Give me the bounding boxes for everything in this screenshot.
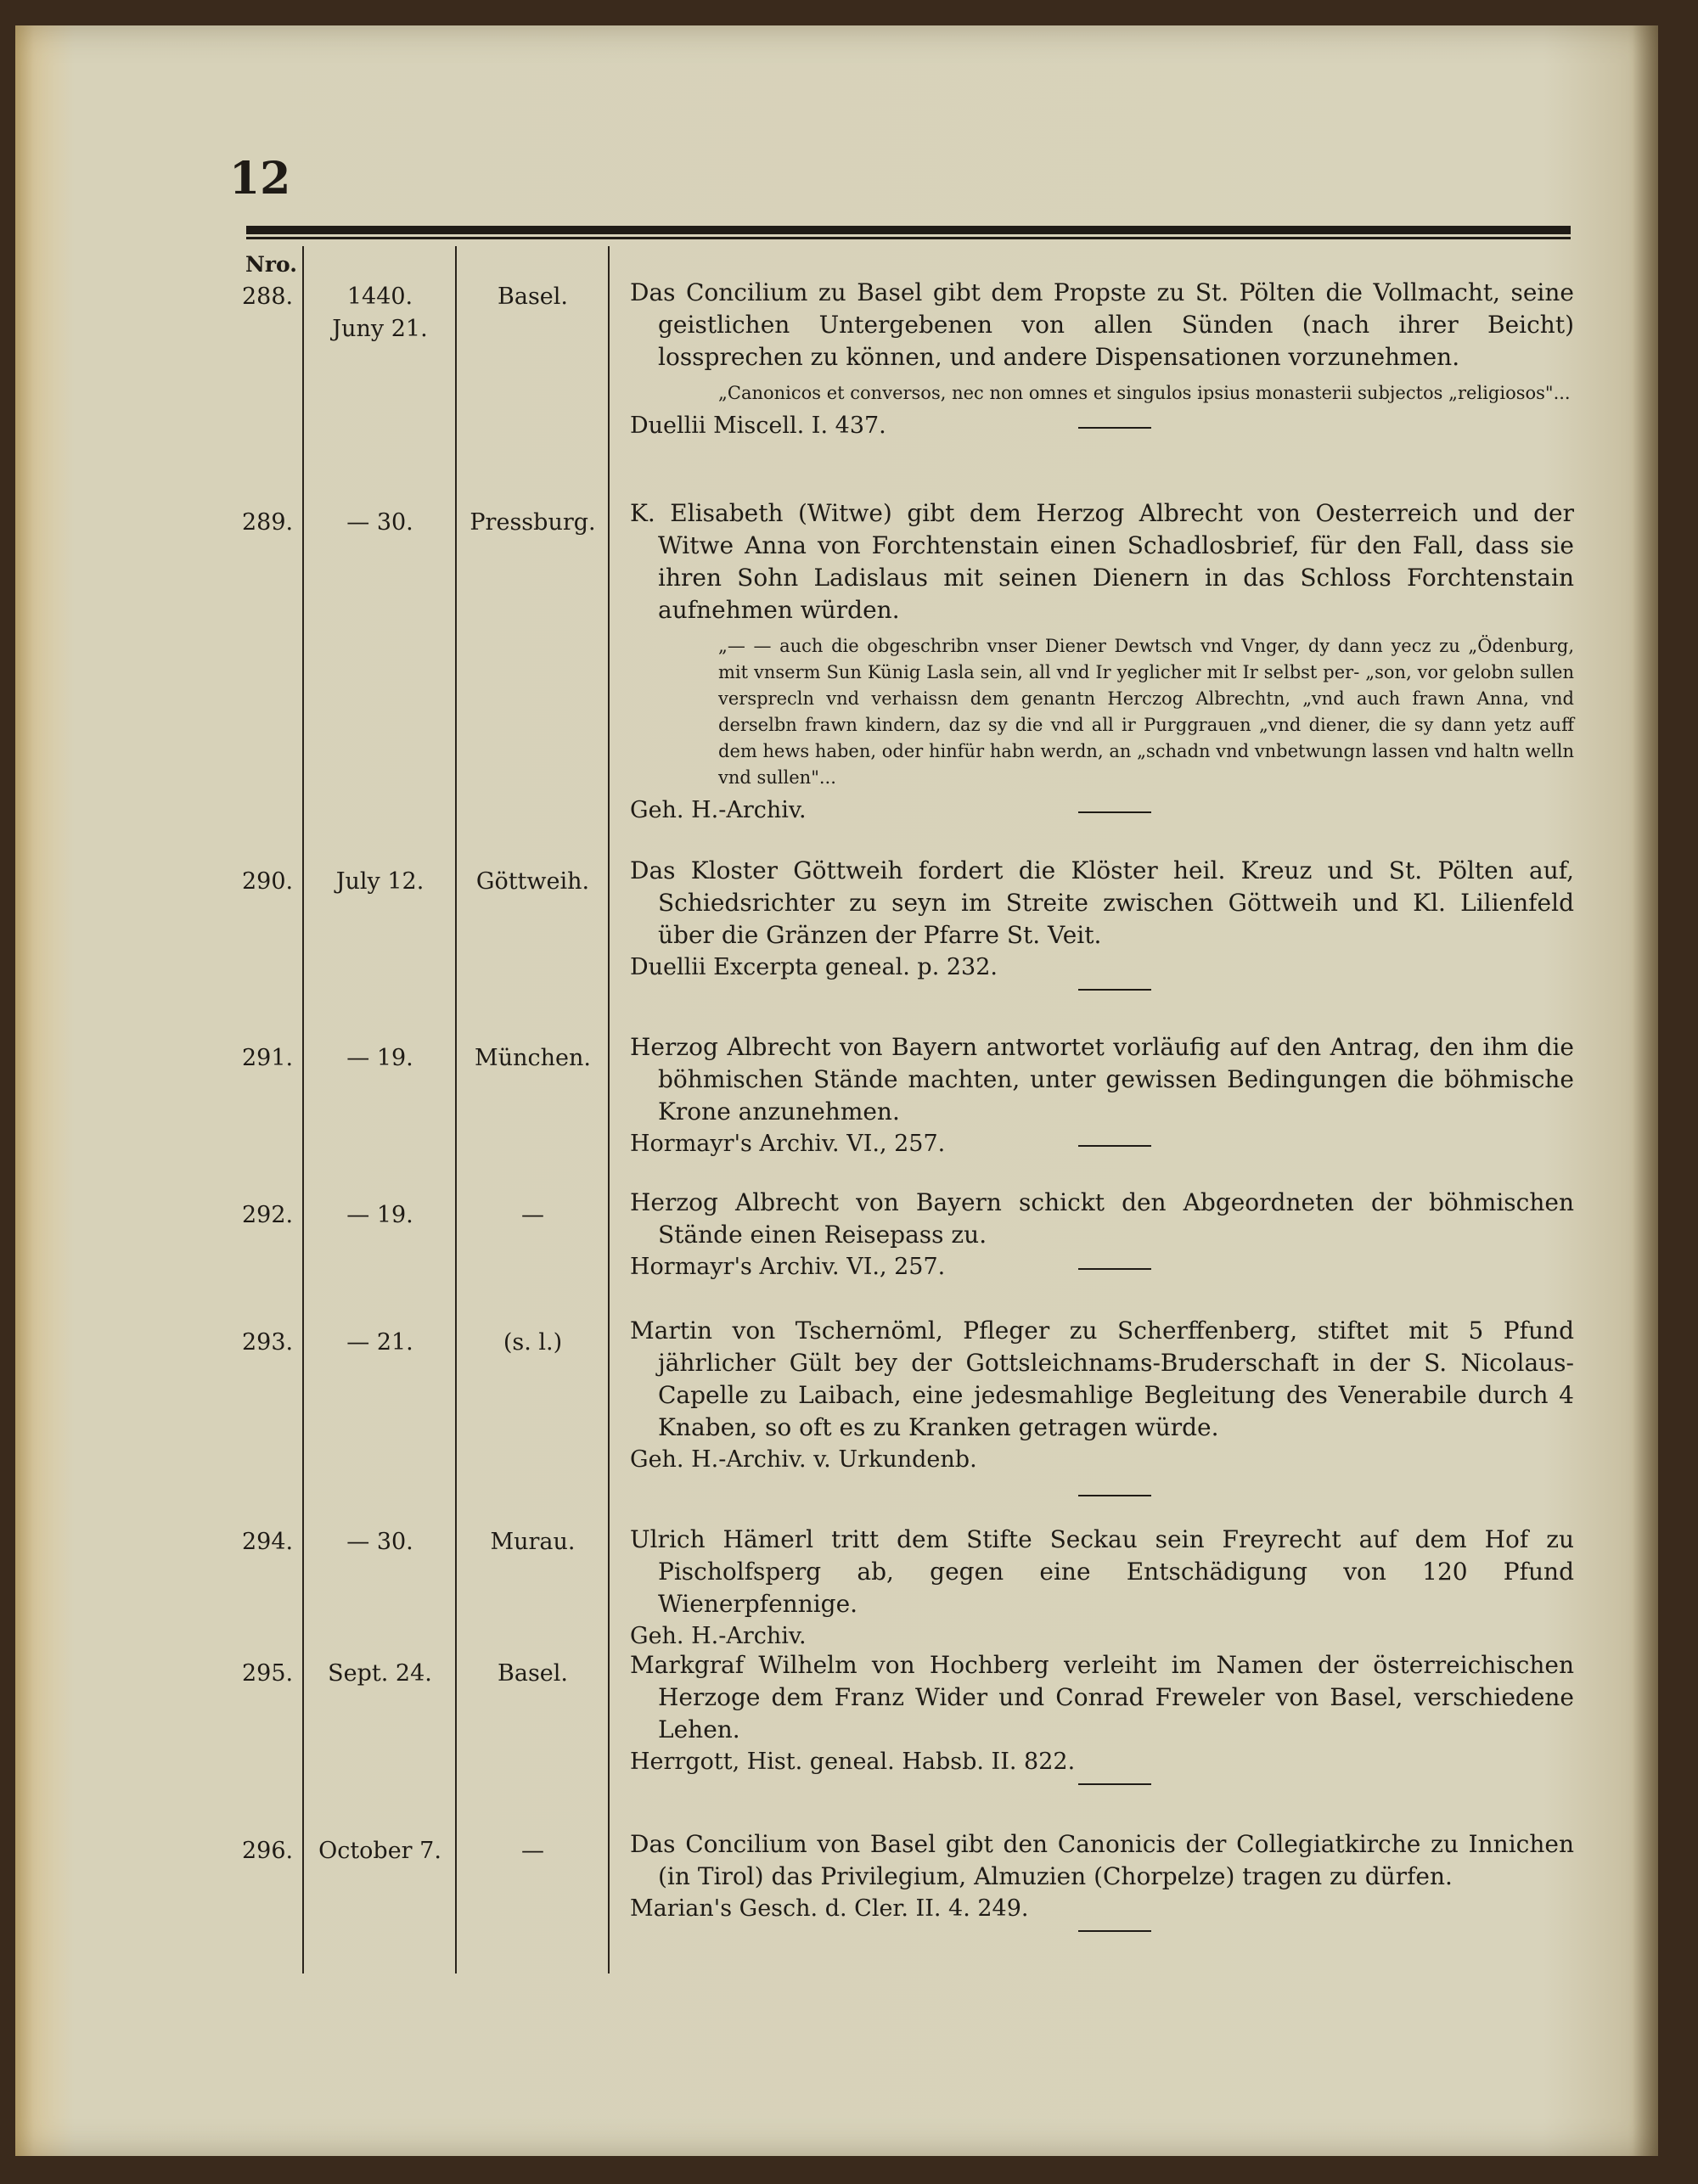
entry-number: 289. xyxy=(242,509,294,536)
entry-source xyxy=(630,794,1574,827)
column-header-nro: Nro. xyxy=(245,252,297,277)
entry-source xyxy=(630,1251,1574,1283)
entry-number: 293. xyxy=(242,1329,294,1356)
entry-text: Das Concilium zu Basel gibt dem Propste zu St. Pölten die Vollmacht, seine geistlichen Untergebenen von allen Sünden (nach ihrer Beicht) lossprechen zu können, und andere Dispensationen vorzunehmen. xyxy=(630,278,1574,371)
entry-date: October 7. xyxy=(318,1838,441,1864)
entry-text: Ulrich Hämerl tritt dem Stifte Seckau sein Freyrecht auf dem Hof zu Pischolfsperg ab, gegen eine Entschädigung von 120 Pfund Wienerpfennige. xyxy=(630,1525,1574,1618)
entry-quote: „— — auch die obgeschribn vnser Diener Dewtsch vnd Vnger, dy dann yecz zu „Ödenburg, mit vnserm Sun Künig Lasla sein, all vnd Ir yeglicher mit Ir selbst per- „son, vor gelobn sullen versprecln vnd verhaissn dem genantn Herczog Albrechtn, „vnd auch frawn Anna, vnd derselbn frawn kindern, daz sy die vnd all ir Purggrauen „vnd diener, die sy dann yetz auff dem hews haben, oder hinfür habn werdn, an „schadn vnd vnbetwungn lassen vnd haltn welln vnd sullen"... xyxy=(718,636,1574,788)
entry-separator xyxy=(1078,427,1151,429)
entry-text: Herzog Albrecht von Bayern antwortet vorläufig auf den Antrag, den ihm die böhmischen Stände machten, unter gewissen Bedingungen die böhmische Krone anzunehmen. xyxy=(630,1033,1574,1126)
entry-number: 290. xyxy=(242,868,294,895)
entry-separator xyxy=(1078,1495,1151,1496)
column-divider xyxy=(302,246,304,1973)
entry-date-year: 1440. xyxy=(346,284,413,310)
entry-date: — 21. xyxy=(346,1329,413,1356)
entry-295 xyxy=(630,1649,1574,1778)
entry-place: Basel. xyxy=(498,284,568,310)
entry-source-text: Duellii Miscell. I. 437. xyxy=(630,413,886,439)
entry-separator xyxy=(1078,1268,1151,1270)
entry-text: Das Concilium von Basel gibt den Canonicis der Collegiatkirche zu Innichen (in Tirol) das Privilegium, Almuzien (Chorpelze) tragen zu dürfen. xyxy=(630,1830,1574,1890)
page-edge-shadow xyxy=(1633,25,1658,2156)
entry-text: Martin von Tschernöml, Pfleger zu Scherffenberg, stiftet mit 5 Pfund jährlicher Gült bey der Gottsleichnams-Bruderschaft in der S. Nicolaus-Capelle zu Laibach, eine jedesmahlige Begleitung des Venerabile durch 4 Knaben, so oft es zu Kranken getragen würde. xyxy=(630,1317,1574,1441)
column-divider xyxy=(608,246,610,1973)
entry-source-text: Marian's Gesch. d. Cler. II. 4. 249. xyxy=(630,1895,1029,1922)
entry-source-text: Hormayr's Archiv. VI., 257. xyxy=(630,1131,946,1157)
entry-292 xyxy=(630,1187,1574,1283)
entry-source xyxy=(630,410,1574,442)
entry-date: Juny 21. xyxy=(332,316,428,342)
entry-separator xyxy=(1078,811,1151,813)
entry-source xyxy=(630,1893,1574,1925)
entry-place: — xyxy=(521,1202,544,1228)
entry-number: 291. xyxy=(242,1045,294,1071)
entry-source xyxy=(630,1620,1574,1653)
entry-source xyxy=(630,1444,1574,1476)
entry-date: Sept. 24. xyxy=(328,1660,432,1687)
entry-place: — xyxy=(521,1838,544,1864)
entry-source xyxy=(630,952,1574,984)
entry-text: Markgraf Wilhelm von Hochberg verleiht im Namen der österreichischen Herzoge dem Franz Wider und Conrad Freweler von Basel, verschiedene Lehen. xyxy=(630,1651,1574,1743)
entry-291 xyxy=(630,1031,1574,1160)
entry-date: — 30. xyxy=(346,509,413,536)
entry-number: 288. xyxy=(242,284,294,310)
entry-separator xyxy=(1078,1145,1151,1147)
entry-source-text: Geh. H.-Archiv. v. Urkundenb. xyxy=(630,1446,977,1473)
entry-place: Göttweih. xyxy=(475,868,590,895)
entry-number: 295. xyxy=(242,1660,294,1687)
entry-source-text: Geh. H.-Archiv. xyxy=(630,797,807,823)
entry-source xyxy=(630,1128,1574,1160)
entry-number: 292. xyxy=(242,1202,294,1228)
entry-date: — 19. xyxy=(346,1202,413,1228)
entry-296 xyxy=(630,1828,1574,1925)
page-number: 12 xyxy=(229,153,291,205)
entry-separator xyxy=(1078,1783,1151,1785)
column-divider xyxy=(455,246,457,1973)
entry-source-text: Herrgott, Hist. geneal. Habsb. II. 822. xyxy=(630,1749,1076,1775)
entry-289 xyxy=(630,497,1574,827)
entry-quote: „Canonicos et conversos, nec non omnes et singulos ipsius monasterii subjectos „religiosos"... xyxy=(718,383,1571,403)
entry-text: Das Kloster Göttweih fordert die Klöster heil. Kreuz und St. Pölten auf, Schiedsrichter zu seyn im Streite zwischen Göttweih und Kl. Lilienfeld über die Gränzen der Pfarre St. Veit. xyxy=(630,856,1574,949)
entry-source-text: Hormayr's Archiv. VI., 257. xyxy=(630,1254,946,1280)
entry-place: München. xyxy=(475,1045,591,1071)
entry-place: Pressburg. xyxy=(469,509,596,536)
entry-288 xyxy=(630,277,1574,442)
entry-294 xyxy=(630,1524,1574,1653)
entry-separator xyxy=(1078,989,1151,991)
entry-source-text: Duellii Excerpta geneal. p. 232. xyxy=(630,954,998,980)
entry-place: Basel. xyxy=(498,1660,568,1687)
entry-separator xyxy=(1078,1930,1151,1932)
entry-293 xyxy=(630,1315,1574,1476)
entry-place: (s. l.) xyxy=(503,1329,563,1356)
entry-place: Murau. xyxy=(490,1529,576,1555)
entry-number: 296. xyxy=(242,1838,294,1864)
entry-date: — 19. xyxy=(346,1045,413,1071)
entry-290 xyxy=(630,855,1574,984)
header-rule-thin xyxy=(246,237,1571,239)
entry-number: 294. xyxy=(242,1529,294,1555)
entry-source xyxy=(630,1746,1574,1778)
entry-date: July 12. xyxy=(335,868,424,895)
entry-text: Herzog Albrecht von Bayern schickt den Abgeordneten der böhmischen Stände einen Reisepass zu. xyxy=(630,1188,1574,1249)
header-rule-thick xyxy=(246,226,1571,234)
entry-source-text: Geh. H.-Archiv. xyxy=(630,1623,807,1649)
entry-date: — 30. xyxy=(346,1529,413,1555)
entry-text: K. Elisabeth (Witwe) gibt dem Herzog Albrecht von Oesterreich und der Witwe Anna von Forchtenstain einen Schadlosbrief, für den Fall, dass sie ihren Sohn Ladislaus mit seinen Dienern in das Schloss Forchtenstain aufnehmen würden. xyxy=(630,499,1574,624)
